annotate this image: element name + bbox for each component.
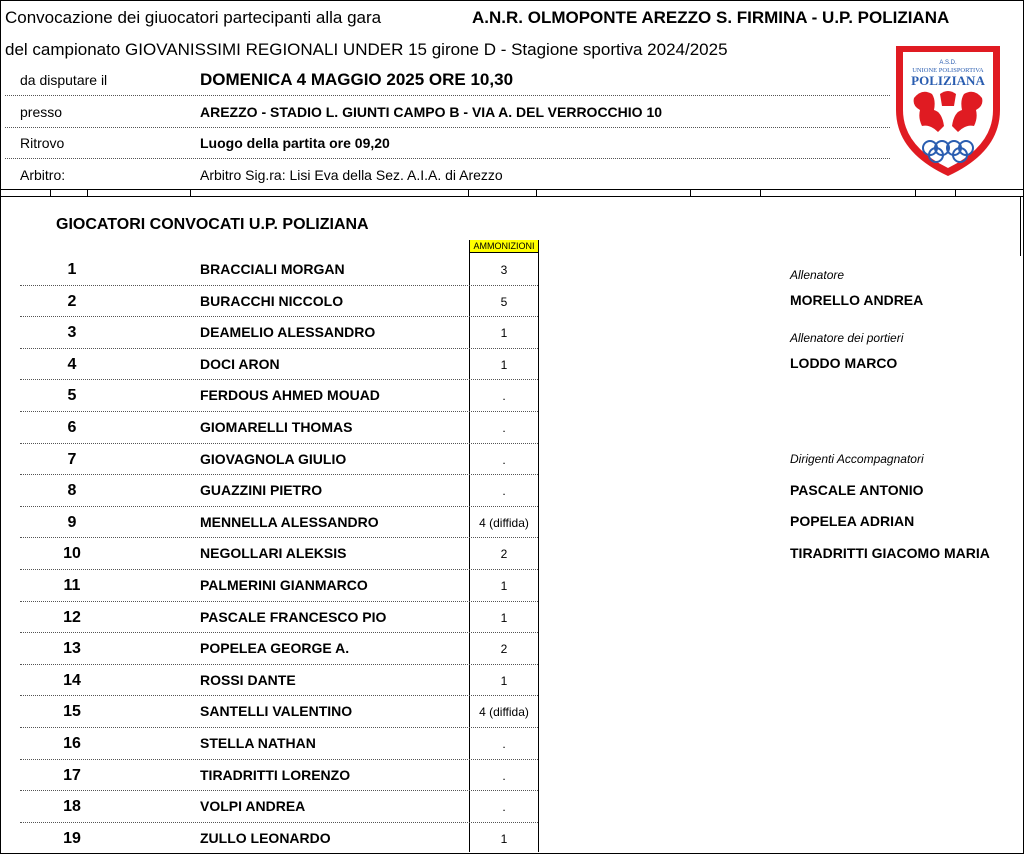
player-name: STELLA NATHAN <box>200 735 316 751</box>
player-number: 4 <box>67 355 77 373</box>
manager-name: TIRADRITTI GIACOMO MARIA <box>790 545 990 561</box>
divider <box>5 95 890 96</box>
player-number: 15 <box>63 703 81 721</box>
table-row <box>20 601 538 633</box>
player-name: SANTELLI VALENTINO <box>200 703 353 720</box>
player-number: 16 <box>63 735 81 752</box>
player-ammonizioni: . <box>502 389 506 404</box>
cell-tick <box>536 189 537 196</box>
cell-tick <box>955 189 956 196</box>
player-name: BURACCHI NICCOLO <box>200 292 344 309</box>
table-row <box>20 285 538 317</box>
header-rule <box>0 196 1024 197</box>
player-number: 19 <box>63 829 81 847</box>
player-ammonizioni: 1 <box>500 357 508 372</box>
player-number: 2 <box>67 292 77 310</box>
gk-coach-name: LODDO MARCO <box>790 355 898 371</box>
player-number: 10 <box>63 545 81 563</box>
divider <box>5 158 890 159</box>
player-name: MENNELLA ALESSANDRO <box>200 513 379 530</box>
player-number: 3 <box>67 324 77 342</box>
club-logo <box>892 40 1004 180</box>
meeting-label: Ritrovo <box>20 135 65 151</box>
gk-coach-label: Allenatore dei portieri <box>790 331 904 345</box>
table-row <box>20 411 538 443</box>
player-name: DOCI ARON <box>200 355 280 372</box>
player-number: 12 <box>63 608 81 626</box>
table-row <box>20 474 538 506</box>
table-row <box>20 727 538 759</box>
player-ammonizioni: 4 (diffida) <box>479 705 529 720</box>
meeting-value: Luogo della partita ore 09,20 <box>200 135 390 151</box>
player-name: POPELEA GEORGE A. <box>200 640 350 657</box>
header-rule <box>0 189 1024 190</box>
player-ammonizioni: . <box>502 484 506 499</box>
referee-value: Arbitro Sig.ra: Lisi Eva della Sez. A.I.A. di Arezzo <box>200 167 503 183</box>
player-ammonizioni: 4 (diffida) <box>479 515 529 530</box>
player-number: 9 <box>67 513 77 531</box>
player-ammonizioni: . <box>502 452 506 467</box>
player-number: 13 <box>63 640 81 658</box>
player-number: 7 <box>67 450 77 468</box>
managers-label: Dirigenti Accompagnatori <box>790 452 924 466</box>
venue-value: AREZZO - STADIO L. GIUNTI CAMPO B - VIA A. DEL VERROCCHIO 10 <box>200 104 663 120</box>
table-row <box>20 632 538 664</box>
table-row <box>20 759 538 791</box>
player-number: 6 <box>67 419 77 436</box>
player-ammonizioni: 1 <box>500 326 508 341</box>
player-ammonizioni: 1 <box>500 610 508 625</box>
player-number: 11 <box>63 577 81 594</box>
player-name: VOLPI ANDREA <box>200 798 306 815</box>
player-number: 14 <box>63 671 81 689</box>
logo-name: POLIZIANA <box>911 73 985 88</box>
player-name: GUAZZINI PIETRO <box>200 482 323 499</box>
table-row <box>20 537 538 569</box>
cell-tick <box>915 189 916 196</box>
player-ammonizioni: 3 <box>500 263 508 277</box>
referee-label: Arbitro: <box>20 167 66 183</box>
cell-tick <box>50 189 51 196</box>
table-row <box>20 253 538 285</box>
section-title: GIOCATORI CONVOCATI U.P. POLIZIANA <box>56 216 369 233</box>
manager-name: POPELEA ADRIAN <box>790 513 915 529</box>
player-ammonizioni: 1 <box>500 831 508 846</box>
player-name: BRACCIALI MORGAN <box>200 261 345 277</box>
table-row <box>20 569 538 601</box>
player-ammonizioni: 1 <box>500 673 508 688</box>
cell-tick <box>87 189 88 196</box>
player-name: DEAMELIO ALESSANDRO <box>200 324 376 341</box>
table-border <box>538 240 539 852</box>
player-ammonizioni: 2 <box>500 547 508 562</box>
table-row <box>20 664 538 696</box>
table-row <box>20 695 538 727</box>
player-ammonizioni: . <box>502 737 506 751</box>
player-ammonizioni: . <box>502 421 506 435</box>
player-name: FERDOUS AHMED MOUAD <box>200 387 380 404</box>
player-name: ROSSI DANTE <box>200 671 296 688</box>
header-intro: Convocazione dei giuocatori partecipanti alla gara <box>5 8 382 27</box>
cell-tick <box>1020 196 1021 256</box>
match-title: A.N.R. OLMOPONTE AREZZO S. FIRMINA - U.P. POLIZIANA <box>472 8 950 27</box>
player-name: NEGOLLARI ALEKSIS <box>200 545 347 562</box>
player-name: TIRADRITTI LORENZO <box>200 766 351 783</box>
player-name: PALMERINI GIANMARCO <box>200 577 368 593</box>
player-ammonizioni: . <box>502 768 506 783</box>
venue-label: presso <box>20 104 63 120</box>
player-number: 18 <box>63 798 81 816</box>
player-number: 8 <box>67 482 77 500</box>
logo-top-text: A.S.D. <box>939 60 957 66</box>
cell-tick <box>190 189 191 196</box>
player-number: 1 <box>67 261 77 278</box>
date-value: DOMENICA 4 MAGGIO 2025 ORE 10,30 <box>200 70 514 89</box>
player-number: 17 <box>63 766 81 784</box>
divider <box>5 127 890 128</box>
player-ammonizioni: 1 <box>500 579 508 593</box>
player-ammonizioni: 2 <box>500 642 508 657</box>
table-row <box>20 348 538 380</box>
cell-tick <box>690 189 691 196</box>
player-ammonizioni: 5 <box>500 294 508 309</box>
shield-icon <box>892 40 1004 180</box>
coach-label: Allenatore <box>790 268 845 282</box>
player-name: PASCALE FRANCESCO PIO <box>200 608 387 625</box>
table-row <box>20 443 538 475</box>
player-name: GIOMARELLI THOMAS <box>200 419 353 435</box>
date-label: da disputare il <box>20 72 108 88</box>
player-name: ZULLO LEONARDO <box>200 829 331 846</box>
table-row <box>20 790 538 822</box>
table-row <box>20 506 538 538</box>
player-ammonizioni: . <box>502 800 506 815</box>
table-row <box>20 316 538 348</box>
table-row <box>20 379 538 411</box>
coach-name: MORELLO ANDREA <box>790 292 924 308</box>
logo-mid-text: UNIONE POLISPORTIVA <box>912 67 984 74</box>
player-number: 5 <box>67 387 77 405</box>
cell-tick <box>760 189 761 196</box>
table-row <box>20 822 538 854</box>
manager-name: PASCALE ANTONIO <box>790 482 924 498</box>
cell-tick <box>468 189 469 196</box>
player-name: GIOVAGNOLA GIULIO <box>200 450 347 467</box>
ammonizioni-header: AMMONIZIONI <box>470 240 538 252</box>
championship-line: del campionato GIOVANISSIMI REGIONALI UNDER 15 girone D - Stagione sportiva 2024/2025 <box>5 40 728 59</box>
